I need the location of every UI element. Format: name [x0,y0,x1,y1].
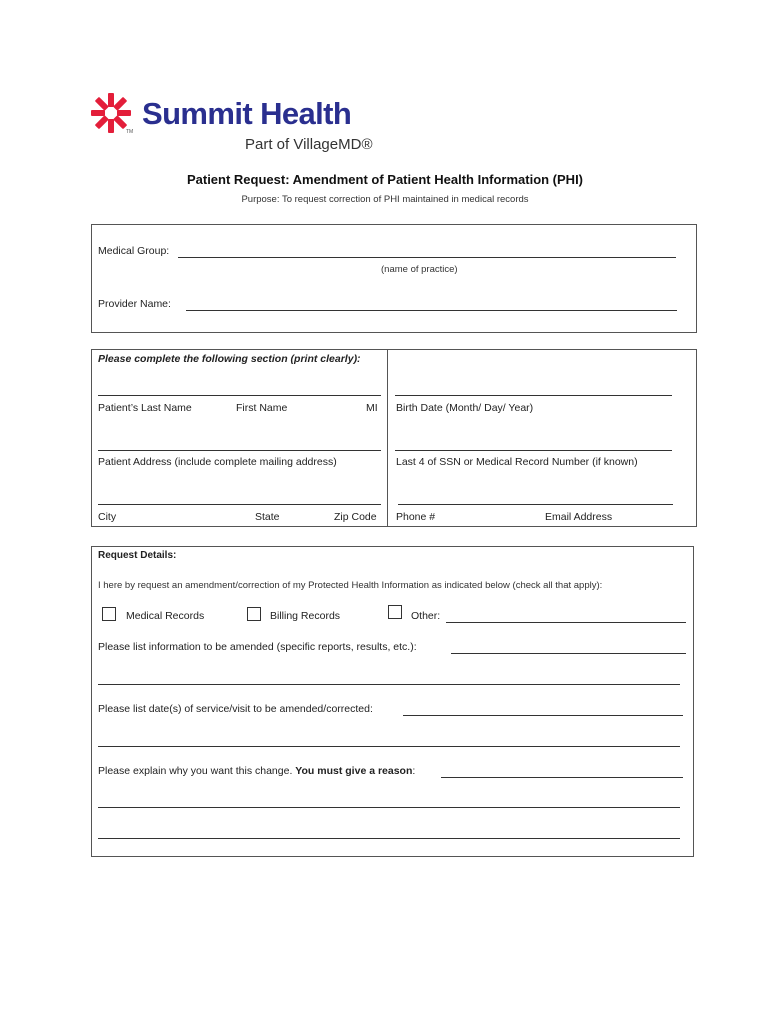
city-state-zip-field[interactable] [98,504,381,505]
provider-name-field[interactable] [186,310,677,311]
list-info-label: Please list information to be amended (specific reports, results, etc.): [98,641,417,653]
summit-health-logo-icon [90,92,132,134]
mi-label: MI [366,402,378,414]
list-dates-label: Please list date(s) of service/visit to be amended/corrected: [98,703,373,715]
billing-records-label: Billing Records [270,610,341,622]
ssn-field[interactable] [395,450,672,451]
other-label: Other: [411,610,441,622]
other-checkbox[interactable] [388,605,402,619]
explain-field-2[interactable] [98,807,680,808]
zip-label: Zip Code [334,511,377,523]
trademark-mark: TM [126,129,134,135]
request-section [91,546,694,857]
patient-name-field[interactable] [98,395,381,396]
phone-email-field[interactable] [398,504,673,505]
patient-section-heading: Please complete the following section (print clearly): [98,353,361,365]
explain-label-required: You must give a reason [295,765,413,777]
logo-subtitle: Part of VillageMD® [245,136,373,153]
form-purpose: Purpose: To request correction of PHI maintained in medical records [241,194,529,205]
explain-label [98,765,415,777]
request-intro: I here by request an amendment/correction of my Protected Health Information as indicated below (check all that apply): [98,580,603,591]
ssn-label: Last 4 of SSN or Medical Record Number (if known) [396,456,638,468]
patient-section-divider [387,349,388,527]
medical-group-label: Medical Group: [98,245,170,257]
city-label: City [98,511,117,523]
other-field[interactable] [446,622,686,623]
state-label: State [255,511,280,523]
birth-date-label: Birth Date (Month/ Day/ Year) [396,402,534,414]
explain-field[interactable] [441,777,683,778]
patient-address-label: Patient Address (include complete mailing address) [98,456,337,468]
explain-label-text: Please explain why you want this change. [98,765,293,777]
list-info-field-2[interactable] [98,684,680,685]
medical-records-checkbox[interactable] [102,607,116,621]
practice-hint: (name of practice) [381,264,458,275]
patient-section [91,349,697,527]
billing-records-checkbox[interactable] [247,607,261,621]
birth-date-field[interactable] [395,395,672,396]
list-info-field[interactable] [451,653,686,654]
practice-section [91,224,697,333]
request-heading: Request Details: [98,550,177,561]
explain-label-colon: : [412,765,416,777]
patient-address-field[interactable] [98,450,381,451]
first-name-label: First Name [236,402,288,414]
medical-group-field[interactable] [178,257,676,258]
form-title: Patient Request: Amendment of Patient Health Information (PHI) [186,172,584,187]
provider-name-label: Provider Name: [98,298,171,310]
last-name-label: Patient’s Last Name [98,402,192,414]
email-label: Email Address [545,511,613,523]
list-dates-field[interactable] [403,715,683,716]
logo-wordmark: Summit Health [142,96,352,131]
list-dates-field-2[interactable] [98,746,680,747]
explain-field-3[interactable] [98,838,680,839]
medical-records-label: Medical Records [126,610,205,622]
phone-label: Phone # [396,511,436,523]
